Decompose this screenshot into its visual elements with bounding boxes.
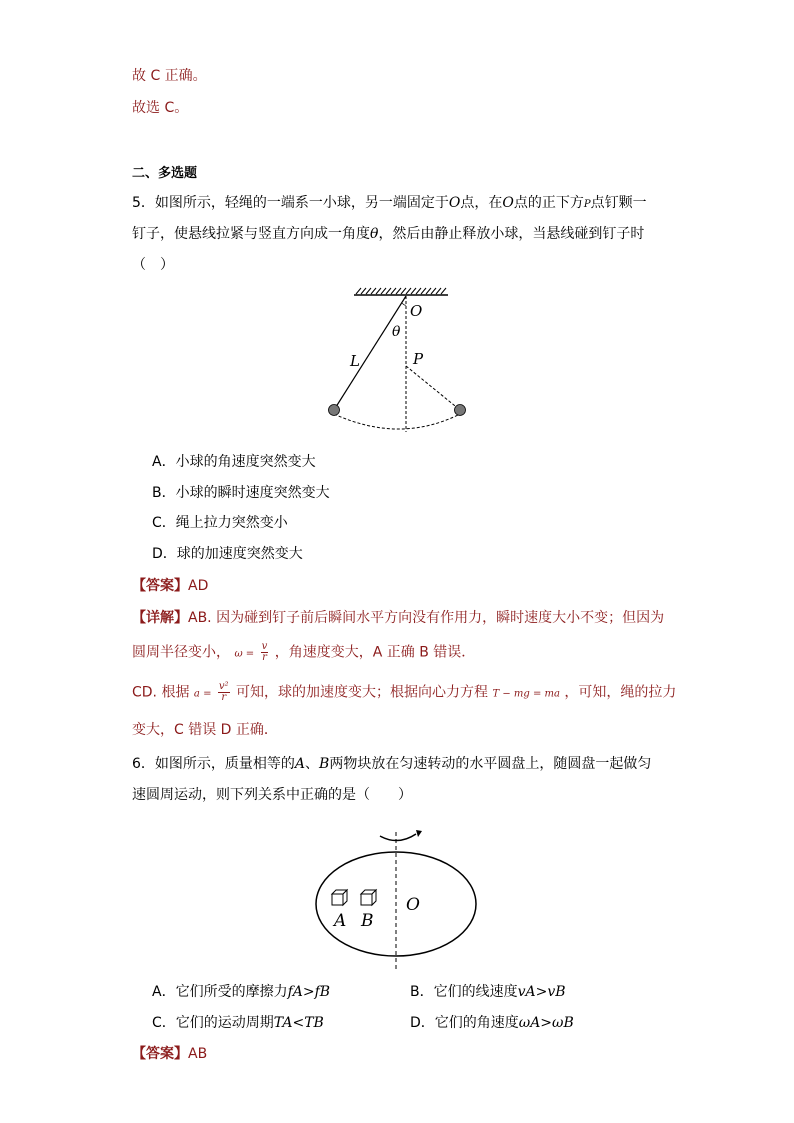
q6-option-c: C．它们的运动周期TA<TB (152, 1015, 324, 1031)
swing-dashed-line (406, 366, 460, 410)
swing-arc (334, 414, 460, 429)
force-equation: T − mg = ma (492, 688, 560, 700)
label-l: L (350, 352, 360, 370)
q5-detail-line1: 【详解】AB. 因为碰到钉子前后瞬间水平方向没有作用力，瞬时速度大小不变；但因为 (132, 610, 665, 626)
pendulum-figure (320, 282, 480, 442)
rotation-arrowhead (416, 830, 422, 837)
q5-option-d: D．球的加速度突然变大 (152, 546, 303, 562)
label-theta: θ (392, 324, 401, 340)
q6-option-d: D．它们的角速度ωA>ωB (410, 1015, 574, 1031)
acc-fraction: $\frac{\text{v²}}{r}$ (218, 681, 229, 703)
q5-answer: 【答案】AD (132, 578, 209, 594)
disc-figure (312, 824, 482, 974)
label-o: O (410, 302, 423, 320)
q5-theta: θ (370, 226, 379, 242)
block-a (332, 890, 347, 905)
label-a: A (334, 911, 347, 931)
ball-right (455, 405, 466, 416)
q5-stem-line1: 5．如图所示，轻绳的一端系一小球，另一端固定于O点，在O点的正下方P点钉颗一 (132, 195, 647, 211)
q5-detail-line2: 圆周半径变小， ω = $\frac{v}{r}$ ，角速度变大，A 正确 B 错误． (132, 641, 476, 663)
ball-left (329, 405, 340, 416)
angle-arc (402, 303, 406, 305)
q6-answer: 【答案】AB (132, 1046, 208, 1062)
q5-point-o-2: O (502, 195, 514, 211)
q5-detail-line4: 变大，C 错误 D 正确． (132, 722, 278, 738)
prev-choice: 故选 C。 (132, 100, 189, 116)
prev-conclusion: 故 C 正确。 (132, 68, 207, 84)
acc-lhs: a = (193, 688, 212, 700)
q5-detail-line3: CD. 根据 a = $\frac{\text{v²}}{r}$ 可知，球的加速度变大；根据向心力方程 T − mg = ma ，可知，绳的拉力 (132, 681, 677, 703)
label-b: B (361, 911, 374, 931)
label-o: O (406, 895, 420, 915)
q5-paren: （ ） (132, 257, 174, 273)
section-title: 二、多选题 (132, 166, 198, 181)
q6-option-b: B．它们的线速度vA>vB (410, 984, 566, 1000)
q5-point-p: P (583, 199, 591, 210)
q5-option-a: A．小球的角速度突然变大 (152, 454, 316, 470)
q5-option-b: B．小球的瞬时速度突然变大 (152, 485, 330, 501)
ceiling-hatching (356, 288, 446, 294)
label-p: P (413, 350, 424, 368)
q6-option-a: A．它们所受的摩擦力fA>fB (152, 984, 331, 1000)
q6-stem-line1: 6．如图所示，质量相等的A、B两物块放在匀速转动的水平圆盘上，随圆盘一起做匀 (132, 756, 652, 772)
q6-stem-line2: 速圆周运动，则下列关系中正确的是（ ） (132, 787, 412, 803)
q5-point-o: O (448, 195, 461, 211)
omega-fraction: $\frac{v}{r}$ (261, 641, 268, 663)
omega-lhs: ω = (234, 648, 255, 660)
block-b (361, 890, 376, 905)
rotation-arrow (380, 834, 416, 841)
string-line (334, 296, 406, 410)
q5-stem-line2: 钉子，使悬线拉紧与竖直方向成一角度θ，然后由静止释放小球，当悬线碰到钉子时 (132, 226, 645, 242)
q5-option-c: C．绳上拉力突然变小 (152, 515, 288, 531)
